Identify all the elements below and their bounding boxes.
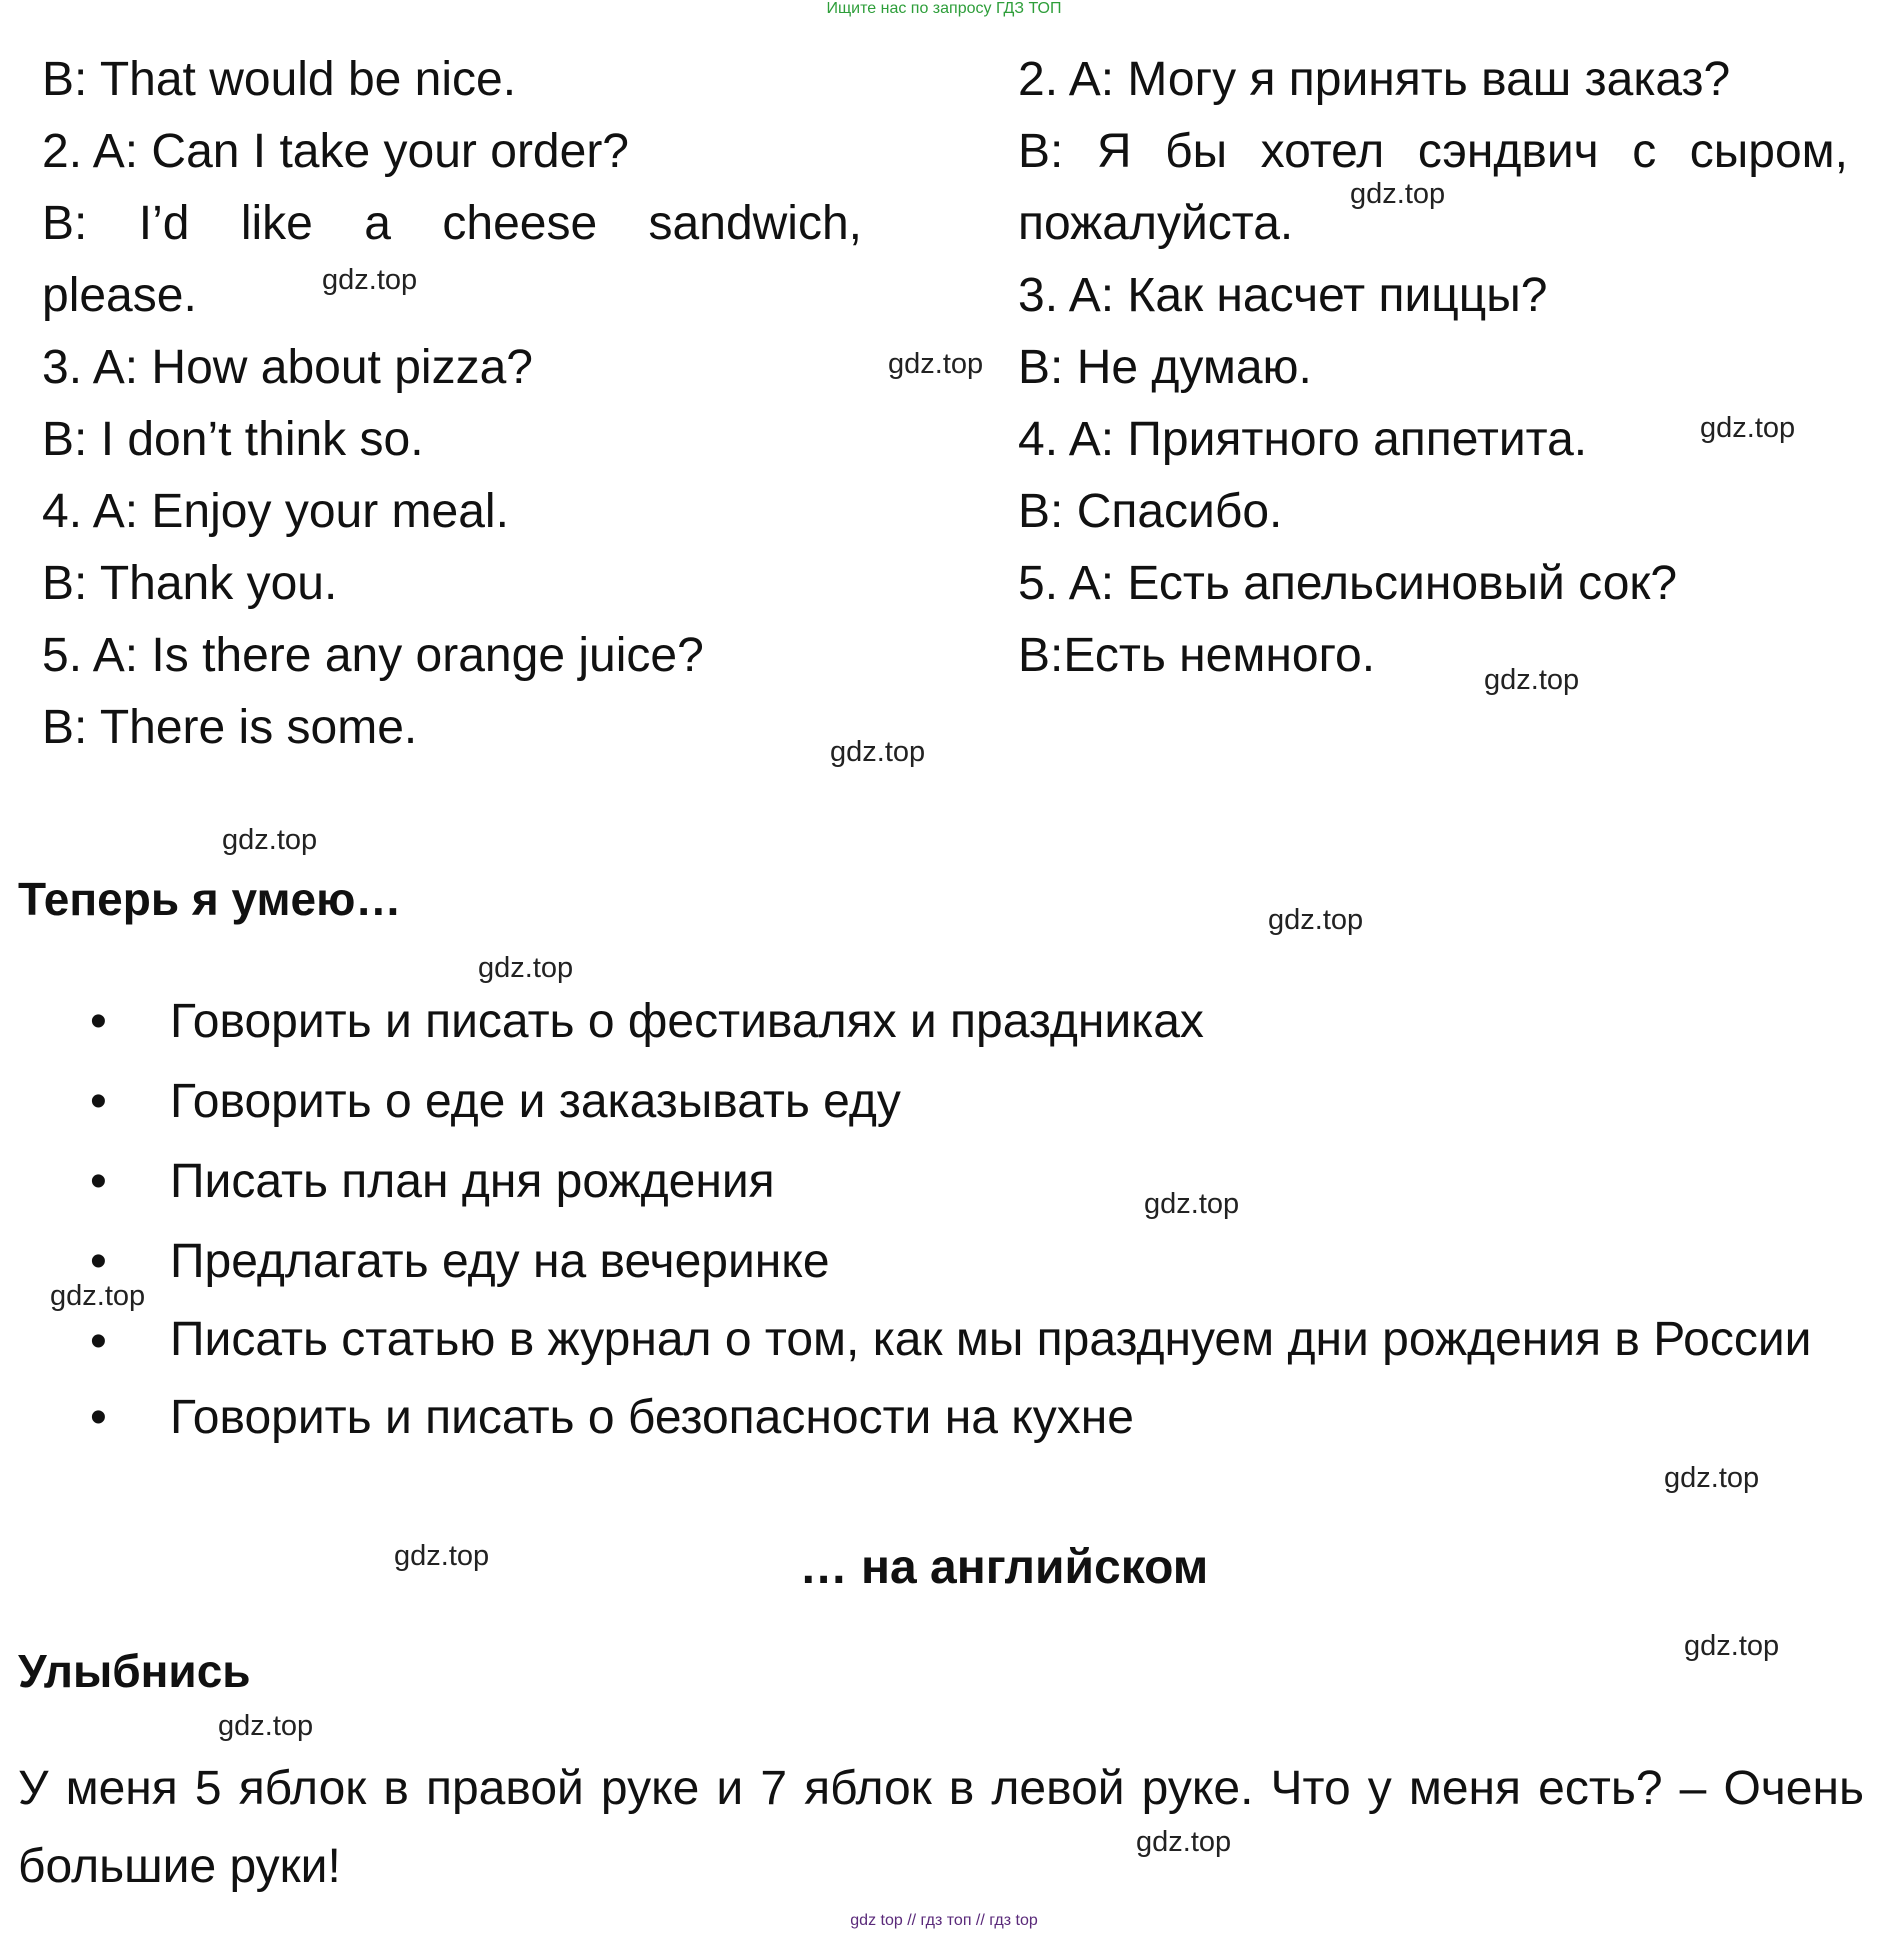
watermark: gdz.top: [1484, 664, 1580, 696]
footer: gdz top // гдз топ // гдз top: [850, 1912, 1038, 1929]
english-line: B: I’d like a cheese sandwich,: [42, 197, 862, 250]
bullet-icon: •: [90, 1235, 107, 1288]
russian-line: 3. A: Как насчет пиццы?: [1018, 269, 1548, 322]
russian-line: пожалуйста.: [1018, 197, 1294, 250]
watermark: gdz.top: [1144, 1188, 1240, 1220]
english-line: please.: [42, 269, 197, 322]
bullet-icon: •: [90, 1391, 107, 1444]
english-line: B: That would be nice.: [42, 53, 517, 106]
skill-text: Писать план дня рождения: [170, 1155, 775, 1208]
skills-tail: … на английском: [799, 1541, 1209, 1594]
russian-line: 4. A: Приятного аппетита.: [1018, 413, 1588, 466]
watermark: gdz.top: [1350, 178, 1446, 210]
watermark: gdz.top: [394, 1540, 490, 1572]
watermark: gdz.top: [1268, 904, 1364, 936]
list-item: [90, 982, 1860, 1062]
joke-paragraph: [18, 1750, 1864, 1906]
watermark: gdz.top: [1136, 1826, 1232, 1858]
bullet-icon: •: [90, 995, 107, 1048]
english-line: 5. A: Is there any orange juice?: [42, 629, 704, 682]
joke-text: У меня 5 яблок в правой руке и 7 яблок в левой руке. Что у меня есть? – Очень большие руки!: [18, 1762, 1864, 1893]
skills-heading: Теперь я умею…: [18, 873, 402, 925]
watermark: gdz.top: [888, 348, 984, 380]
russian-line: B: Спасибо.: [1018, 485, 1283, 538]
bullet-icon: •: [90, 1315, 107, 1368]
bullet-icon: •: [90, 1075, 107, 1128]
skill-text: Говорить и писать о безопасности на кухне: [170, 1391, 1134, 1444]
english-line: 3. A: How about pizza?: [42, 341, 533, 394]
watermark: gdz.top: [830, 736, 926, 768]
watermark: gdz.top: [478, 952, 574, 984]
english-line: 4. A: Enjoy your meal.: [42, 485, 509, 538]
skills-list: [90, 982, 1860, 1458]
english-line: 2. A: Can I take your order?: [42, 125, 629, 178]
top-banner: Ищите нас по запросу ГДЗ ТОП: [826, 0, 1062, 17]
russian-dialogue: [1018, 44, 1848, 692]
list-item: [90, 1378, 1860, 1458]
list-item: [90, 1142, 1860, 1222]
english-line: B: There is some.: [42, 701, 418, 754]
russian-line: B:Есть немного.: [1018, 629, 1376, 682]
watermark: gdz.top: [1684, 1630, 1780, 1662]
skill-text: Предлагать еду на вечеринке: [170, 1235, 830, 1288]
english-dialogue: [42, 44, 862, 764]
bullet-icon: •: [90, 1155, 107, 1208]
skill-text: Писать статью в журнал о том, как мы празднуем дни рождения в России: [170, 1313, 1812, 1366]
russian-line: 5. A: Есть апельсиновый сок?: [1018, 557, 1678, 610]
russian-line: B: Я бы хотел сэндвич с сыром,: [1018, 125, 1848, 178]
english-line: B: Thank you.: [42, 557, 338, 610]
watermark: gdz.top: [50, 1280, 146, 1312]
list-item: [90, 1222, 1860, 1302]
smile-heading: Улыбнись: [18, 1645, 251, 1697]
skill-text: Говорить и писать о фестивалях и праздниках: [170, 995, 1204, 1048]
watermark: gdz.top: [1700, 412, 1796, 444]
list-item: [90, 1302, 1860, 1378]
watermark: gdz.top: [222, 824, 318, 856]
watermark: gdz.top: [322, 264, 418, 296]
watermark: gdz.top: [218, 1710, 314, 1742]
skill-text: Говорить о еде и заказывать еду: [170, 1075, 901, 1128]
list-item: [90, 1062, 1860, 1142]
watermark: gdz.top: [1664, 1462, 1760, 1494]
english-line: B: I don’t think so.: [42, 413, 424, 466]
russian-line: B: Не думаю.: [1018, 341, 1312, 394]
russian-line: 2. A: Могу я принять ваш заказ?: [1018, 53, 1731, 106]
